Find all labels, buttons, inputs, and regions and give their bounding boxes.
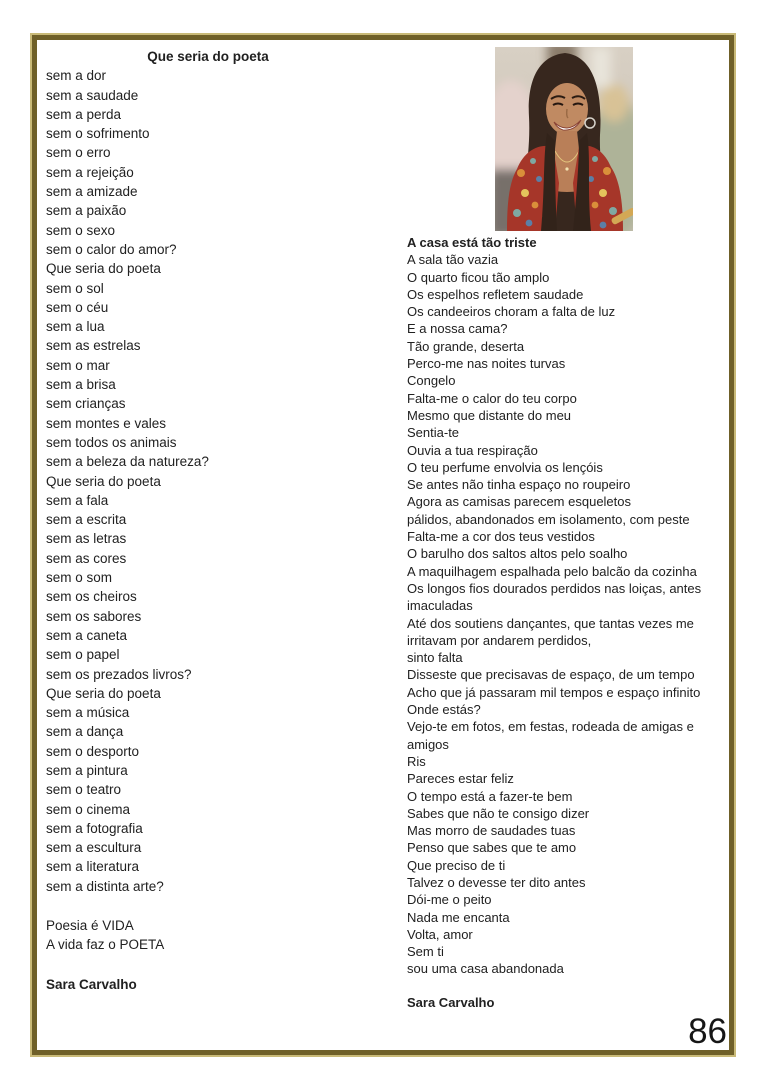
left-poem-title: Que seria do poeta [147,49,269,64]
poem-line: O quarto ficou tão amplo [407,269,550,285]
poem-line: sem a dança [46,724,124,740]
poem-line: sem o erro [46,145,111,161]
poem-line: sem a escrita [46,512,127,528]
poem-line: amigos [407,736,449,752]
poem-line: Congelo [407,373,456,389]
poem-line: Os candeeiros choram a falta de luz [407,304,616,320]
poem-line: sem o calor do amor? [46,241,177,257]
poem-line: sem as estrelas [46,338,141,354]
poem-line: A maquilhagem espalhada pelo balcão da cozinha [407,563,697,579]
poem-line: Os longos fios dourados perdidos nas loiças, antes [407,580,702,596]
poem-line: A vida faz o POETA [46,937,165,953]
poem-line: Perco-me nas noites turvas [407,356,566,372]
poem-line: sem a paixão [46,203,127,219]
left-poem-closing-lines [46,916,370,955]
poem-line: Vejo-te em fotos, em festas, rodeada de amigas e [407,719,694,735]
poem-line: Disseste que precisavas de espaço, de um tempo [407,667,695,683]
poem-line: Sentia-te [407,425,460,441]
poem-line: sem o papel [46,647,120,663]
poem-line: sem o sofrimento [46,126,150,142]
poem-line: sem o mar [46,357,110,373]
poem-line: sem os prezados livros? [46,666,192,682]
poem-line: sem as cores [46,550,127,566]
poem-line: sem a saudade [46,87,139,103]
poem-line: sem o céu [46,299,109,315]
poem-line: sem crianças [46,396,126,412]
poem-line: O teu perfume envolvia os lençóis [407,459,603,475]
poem-line: sem o desporto [46,743,140,759]
left-poem-lines [46,66,370,896]
right-poem-author: Sara Carvalho [407,994,495,1010]
poem-line: sem o sexo [46,222,116,238]
poem-line: sem o som [46,570,113,586]
poem-line: Onde estás? [407,702,481,718]
poem-line: sem a fala [46,492,109,508]
poem-line: sem a fotografia [46,820,143,836]
poem-line: sem o teatro [46,782,122,798]
poem-line: Os espelhos refletem saudade [407,286,584,302]
poem-line: Agora as camisas parecem esqueletos [407,494,632,510]
author-photo-illustration [495,47,633,231]
poem-line: Sem ti [407,944,444,960]
poem-line: sem a pintura [46,762,128,778]
poem-line: O barulho dos saltos altos pelo soalho [407,546,628,562]
poem-line: sem a beleza da natureza? [46,454,209,470]
poem-line: sem a amizade [46,184,138,200]
poem-line: Até dos soutiens dançantes, que tantas vezes me [407,615,694,631]
poem-line: Talvez o devesse ter dito antes [407,874,586,890]
poem-line: sem os sabores [46,608,142,624]
poem-line: sem a distinta arte? [46,878,164,894]
poem-line: Penso que sabes que te amo [407,840,577,856]
poem-line: sem montes e vales [46,415,167,431]
poem-line: imaculadas [407,598,473,614]
poem-line: sem as letras [46,531,127,547]
poem-line: sem a literatura [46,859,140,875]
poem-line: A sala tão vazia [407,252,499,268]
poem-line: Que seria do poeta [46,261,161,277]
poem-line: Poesia é VIDA [46,918,134,934]
right-poem-title: A casa está tão triste [407,235,537,250]
poem-line: sem a brisa [46,377,116,393]
poem-line: sem os cheiros [46,589,137,605]
poem-line: Sabes que não te consigo dizer [407,805,590,821]
poem-line: Falta-me a cor dos teus vestidos [407,529,595,545]
poem-line: Ouvia a tua respiração [407,442,538,458]
poem-line: Dói-me o peito [407,892,492,908]
poem-line: Falta-me o calor do teu corpo [407,390,577,406]
poem-line: Pareces estar feliz [407,771,514,787]
poem-line: sem todos os animais [46,434,177,450]
poem-line: sem a rejeição [46,164,134,180]
poem-line: sem a escultura [46,840,142,856]
poem-line: Se antes não tinha espaço no roupeiro [407,477,631,493]
poem-line: Volta, amor [407,926,473,942]
poem-line: sem a caneta [46,627,128,643]
left-poem-author: Sara Carvalho [46,976,137,992]
poem-line: Mas morro de saudades tuas [407,823,576,839]
poem-line: Que seria do poeta [46,473,161,489]
poem-line: sem o cinema [46,801,131,817]
page-number: 86 [688,1012,727,1051]
poem-line: Ris [407,753,426,769]
poem-line: Mesmo que distante do meu [407,407,572,423]
poem-line: sinto falta [407,650,463,666]
right-poem-column [407,47,723,1011]
poem-line: Que seria do poeta [46,685,161,701]
poem-line: sem a perda [46,106,122,122]
poem-line: O tempo está a fazer-te bem [407,788,573,804]
poem-line: sou uma casa abandonada [407,961,564,977]
author-photo [495,47,633,231]
poem-line: Nada me encanta [407,909,510,925]
poem-line: Que preciso de ti [407,857,506,873]
poem-line: sem a música [46,705,130,721]
poem-line: irritavam por andarem perdidos, [407,632,592,648]
poem-line: Acho que já passaram mil tempos e espaço infinito [407,684,701,700]
poem-line: sem a dor [46,68,107,84]
poem-line: Tão grande, deserta [407,338,525,354]
poem-line: E a nossa cama? [407,321,508,337]
right-poem-lines [407,251,723,977]
left-poem-column [46,47,370,994]
poem-line: sem a lua [46,319,105,335]
poem-line: sem o sol [46,280,104,296]
poem-line: pálidos, abandonados em isolamento, com peste [407,511,690,527]
